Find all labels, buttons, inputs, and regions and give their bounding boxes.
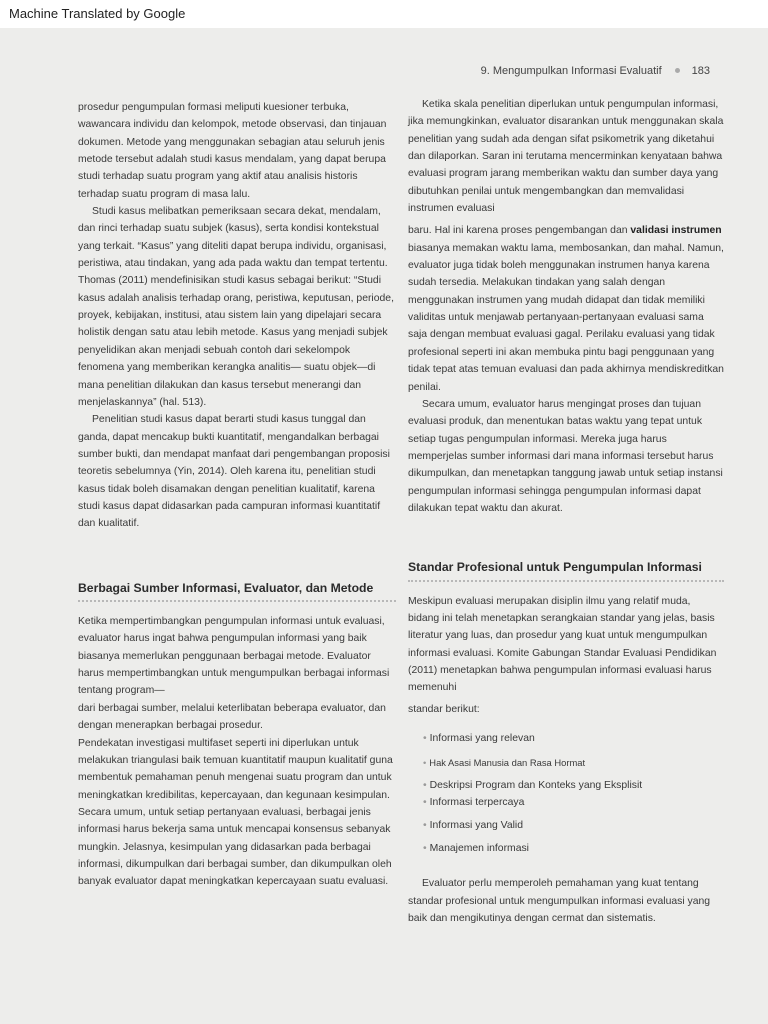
bullet-icon: •: [423, 797, 427, 809]
bullet-icon: •: [423, 842, 427, 854]
bullet-icon: •: [423, 756, 427, 768]
list-item: • Manajemen informasi: [423, 842, 529, 854]
paragraph: Ketika mempertimbangkan pengumpulan informasi untuk evaluasi, evaluator harus ingat bahwa pengumpulan informasi yang baik biasanya memerlukan penggunaan berbagai metode. Evaluator harus mempertimbangkan untuk mengumpulkan berbagai informasi tentang program—: [78, 616, 390, 697]
paragraph: prosedur pengumpulan formasi meliputi kuesioner terbuka, wawancara individu dan kelompok, metode observasi, dan tinjauan dokumen. Metode yang menggunakan sebagian atau seluruh jenis metode tersebut adalah studi kasus mendalam, yang dapat berupa studi terhadap suatu program yang aktif atau analisis historis terhadap suatu program di masa lalu.: [78, 102, 387, 200]
list-item: • Informasi terpercaya: [423, 797, 525, 809]
bullet-icon: •: [423, 779, 427, 791]
page-number: 183: [691, 65, 710, 77]
paragraph: standar berikut:: [408, 703, 480, 715]
right-column: [408, 96, 724, 927]
paragraph: Ketika skala penelitian diperlukan untuk pengumpulan informasi, jika memungkinkan, evaluator disarankan untuk menggunakan skala penelitian yang sudah ada dengan sifat psikometrik yang diketahui dan dilaporkan. Saran ini terutama mencerminkan kenyataan bahwa evaluasi program jarang memberikan waktu dan sumber daya yang dibutuhkan penilai untuk mengembangkan dan memvalidasi instrumen evaluasi: [408, 99, 724, 215]
chapter-title: 9. Mengumpulkan Informasi Evaluatif: [480, 65, 662, 77]
section-heading: Standar Profesional untuk Pengumpulan Informasi: [408, 560, 702, 575]
paragraph: Studi kasus melibatkan pemeriksaan secara dekat, mendalam, dan rinci terhadap suatu subjek (kasus), serta kondisi kontekstual yang terkait. “Kasus” yang diteliti dapat berupa individu, organisasi, peristiwa, atau tindakan, yang ada pada waktu dan tempat tertentu. Thomas (2011) mendefinisikan studi kasus sebagai berikut: “Studi kasus adalah analisis terhadap orang, peristiwa, keputusan, periode, proyek, kebijakan, institusi, atau sistem lain yang dipelajari secara holistik dengan satu atau lebih metode. Kasus yang menjadi subjek penyelidikan akan menjadi sebuah contoh dari sekelompok fenomena yang memberikan kerangka analitis— suatu objek—di mana penelitian dilakukan dan kasus tersebut menerangi dan menjelaskannya” (hal. 513).: [78, 206, 394, 408]
section-heading: Berbagai Sumber Informasi, Evaluator, dan Metode: [78, 580, 374, 595]
paragraph: Secara umum, evaluator harus mengingat proses dan tujuan evaluasi produk, dan menentukan batas waktu yang tepat untuk setiap tugas pengumpulan informasi. Mereka juga harus memperjelas sumber informasi dari mana informasi tersebut harus dikumpulkan, dan menetapkan tanggung jawab untuk setiap instansi pengumpulan informasi sehingga pengumpulan informasi dapat dilakukan tepat waktu dan akurat.: [408, 398, 723, 514]
banner-text: Machine Translated by Google: [9, 6, 186, 21]
paragraph: Evaluator perlu memperoleh pemahaman yang kuat tentang standar profesional untuk mengumpulkan informasi evaluasi yang baik dan mengikutinya dengan cermat dan sistematis.: [408, 878, 711, 924]
paragraph: baru. Hal ini karena proses pengembangan dan validasi instrumen biasanya memakan waktu lama, membosankan, dan mahal. Namun, evaluator juga tidak boleh menggunakan instrumen hanya karena sudah tersedia. Melakukan tindakan yang salah dengan menggunakan instrumen yang mudah didapat dan tidak memiliki validitas untuk menjawab pertanyaan-pertanyaan evaluasi sama saja dengan membuat evaluasi gagal. Perilaku evaluasi yang tidak profesional seperti ini akan membuka pintu bagi penggunaan yang tidak tepat atas temuan evaluasi dan pada akhirnya mendiskreditkan penilai.: [408, 225, 724, 393]
dotted-divider: [408, 580, 724, 582]
paragraph: Meskipun evaluasi merupakan disiplin ilmu yang relatif muda, bidang ini telah menetapkan serangkaian standar yang jelas, basis literatur yang luas, dan prosedur yang kuat untuk mengumpulkan informasi evaluasi. Komite Gabungan Standar Evaluasi Pendidikan (2011) menetapkan bahwa pengumpulan informasi evaluasi harus memenuhi: [408, 595, 717, 694]
paragraph: Penelitian studi kasus dapat berarti studi kasus tunggal dan ganda, dapat mencakup bukti kuantitatif, mengandalkan berbagai sumber bukti, dan mendapat manfaat dari pengembangan proposisi teoretis sebelumnya (Yin, 2014). Oleh karena itu, penelitian studi kasus tidak boleh disamakan dengan penelitian kualitatif, karena studi kasus dapat didasarkan pada campuran informasi kuantitatif dan kualitatif.: [78, 414, 390, 530]
left-column: [78, 99, 396, 891]
running-header: [481, 65, 710, 77]
bullet-icon: •: [423, 819, 427, 831]
bullet-icon: •: [423, 733, 427, 745]
paragraph: dari berbagai sumber, melalui keterlibatan beberapa evaluator, dan dengan menerapkan berbagai prosedur.: [78, 702, 386, 732]
list-item: • Informasi yang relevan: [423, 733, 535, 745]
translation-banner: [0, 0, 768, 28]
list-item: • Informasi yang Valid: [423, 819, 524, 831]
list-item: • Deskripsi Program dan Konteks yang Eksplisit: [423, 779, 643, 791]
paragraph: Pendekatan investigasi multifaset seperti ini diperlukan untuk melakukan triangulasi baik temuan kuantitatif maupun kualitatif guna membentuk pemahaman penuh mengenai suatu program dan untuk meningkatkan kredibilitas, kepercayaan, dan kegunaan kesimpulan. Secara umum, untuk setiap pertanyaan evaluasi, berbagai jenis informasi harus bekerja sama untuk mencapai konsensus sebanyak mungkin. Jelasnya, kesimpulan yang didasarkan pada berbagai informasi, dikumpulkan dari berbagai sumber, dan dikumpulkan oleh banyak evaluator dapat meningkatkan kepercayaan suatu evaluasi.: [78, 737, 393, 888]
list-item: • Hak Asasi Manusia dan Rasa Hormat: [423, 756, 586, 768]
bold-term: validasi instrumen: [630, 225, 722, 237]
standards-list: [423, 730, 724, 857]
header-bullet-icon: [675, 68, 680, 73]
dotted-divider: [78, 600, 396, 602]
